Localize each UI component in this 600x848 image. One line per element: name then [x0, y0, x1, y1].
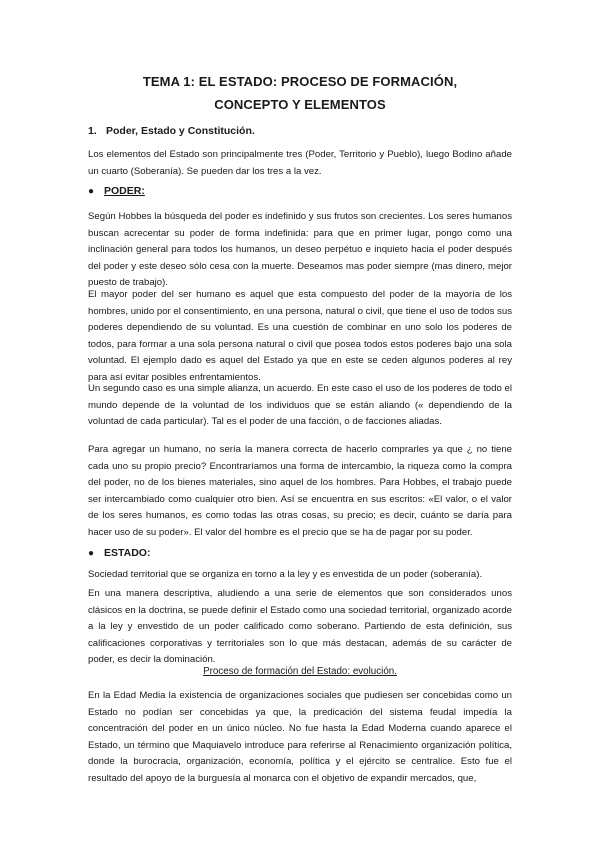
- subheading-evolucion: Proceso de formación del Estado: evolución.: [203, 666, 397, 677]
- poder-paragraph-4: Para agregar un humano, no sería la manera correcta de hacerlo comprarles ya que ¿ no tiene cada uno su propio precio? Encontraríamos una forma de intercambio, la riqueza como la compra del poder, no de los bienes materiales, sino aquel de los hombres. Para Hobbes, el trabajo puede ser intercambiado como cualquier otro bien. Así se encuentra en sus escritos: «El valor, o el valor de los seres humanos, es como todas las otras cosas, su precio; es decir, cuánto se daría para hacer uso de su poder». El valor del hombre es el precio que se ha de pagar por su poder.: [88, 444, 512, 538]
- document-title-line-2: CONCEPTO Y ELEMENTOS: [214, 97, 386, 112]
- estado-paragraph-2: En una manera descriptiva, aludiendo a una serie de elementos que son considerados unos clásicos en la doctrina, se puede definir el Estado como una sociedad territorial, organizado acorde a la ley y envestido de un poder calificado como soberano. Partiendo de esta definición, sus calificaciones corporativas y territoriales son lo que más destacan, además de su carácter de poder, es decir la dominación.: [88, 588, 512, 666]
- bullet-poder: [88, 185, 145, 197]
- bullet-estado: [88, 547, 150, 559]
- estado-paragraph-1: Sociedad territorial que se organiza en torno a la ley y es envestida de un poder (soberanía).: [88, 569, 483, 580]
- section-heading: [88, 125, 255, 137]
- document-title-line-1: TEMA 1: EL ESTADO: PROCESO DE FORMACIÓN,: [142, 74, 458, 89]
- intro-paragraph: Los elementos del Estado son principalmente tres (Poder, Territorio y Pueblo), luego Bodino añade un cuarto (Soberanía). Se pueden dar los tres a la vez.: [88, 149, 512, 177]
- bullet-dot-icon: ●: [88, 548, 95, 559]
- bullet-estado-label: ESTADO:: [104, 547, 151, 559]
- poder-paragraph-2: El mayor poder del ser humano es aquel que esta compuesto del poder de la mayoría de los hombres, unido por el consentimiento, en una persona, natural o civil, que tiene el uso de todos sus poderes dependiendo de su voluntad. Es una cuestión de combinar en uno solo los poderes de todos, para formar a una sola persona natural o civil que posea todos estos poderes bajo una sola voluntad. El ejemplo dado es aquel del Estado ya que en este se ceden algunos poderes al rey para así evitar posibles enfrentamientos.: [88, 289, 512, 383]
- section-number: 1.: [88, 125, 97, 137]
- bullet-poder-label: PODER:: [104, 185, 145, 197]
- evolucion-paragraph-1: En la Edad Media la existencia de organizaciones sociales que pudiesen ser concebidas como un Estado no podían ser concebidas ya que, la predicación del sistema feudal impedía la concentración del poder en un único núcleo. No fue hasta la Edad Moderna cuando aparece el Estado, un término que Maquiavelo introduce para referirse al Renacimiento organización política, donde la burocracia, organización, economía, política y el ejército se centralice. Esto fue el resultado del apoyo de la burguesía al monarca con el objetivo de expandir mercados, que,: [88, 690, 512, 784]
- section-title: Poder, Estado y Constitución.: [106, 125, 255, 137]
- poder-paragraph-1: Según Hobbes la búsqueda del poder es indefinido y sus frutos son crecientes. Los seres humanos buscan acrecentar su poder de forma indefinida: para que en primer lugar, pongo como una inclinación general para todos los humanos, un deseo perpétuo e inquieto hacia el poder después del poder y este deseo sólo cesa con la muerte. Deseamos mas poder siempre (mas dinero, mejor puesto de trabajo).: [88, 211, 512, 289]
- bullet-dot-icon: ●: [88, 186, 95, 197]
- poder-paragraph-3: Un segundo caso es una simple alianza, un acuerdo. En este caso el uso de los poderes de todo el mundo depende de la voluntad de los individuos que se están aliando (« dependiendo de la voluntad de cada particular). Tal es el poder de una facción, o de facciones aliadas.: [88, 383, 512, 428]
